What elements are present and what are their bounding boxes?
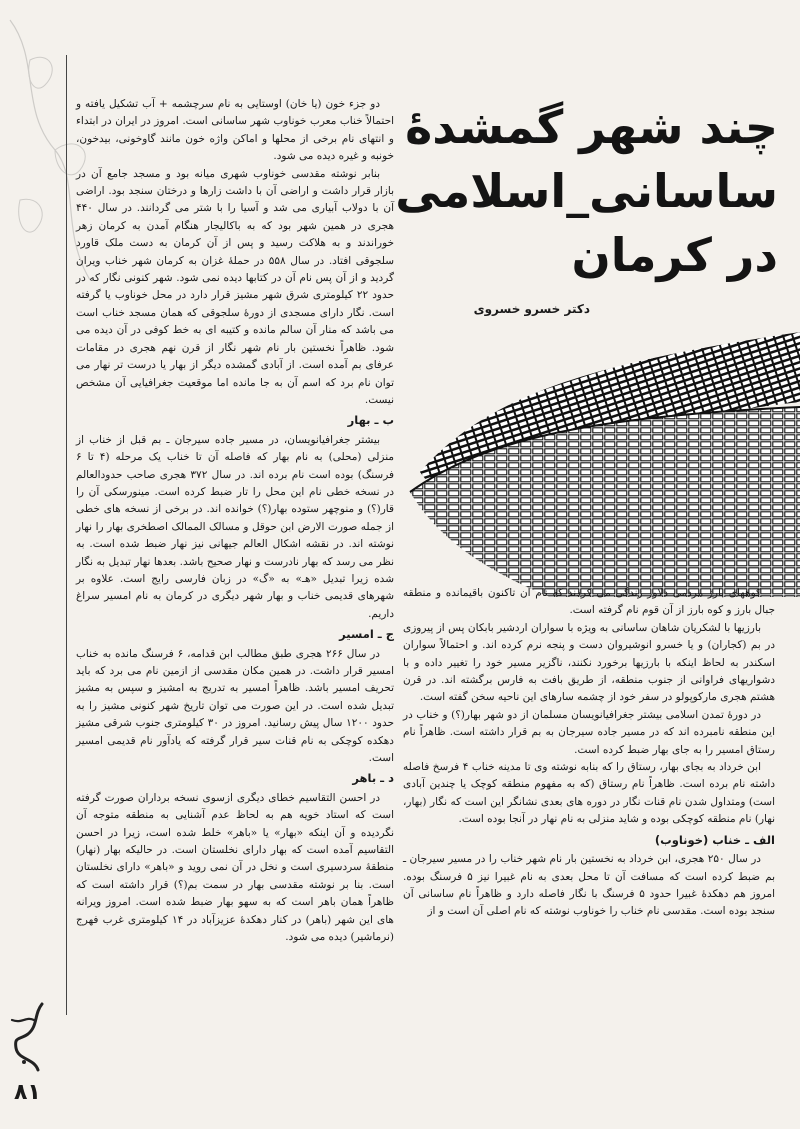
section-heading-amsir: ج ـ امسیر bbox=[339, 627, 394, 642]
title-line-3: در کرمان bbox=[571, 228, 778, 282]
text-column-right bbox=[403, 585, 775, 921]
brick-mosaic-illustration bbox=[400, 322, 800, 597]
section-heading-bahar: ب ـ بهار bbox=[347, 413, 394, 428]
paragraph: در سال ۲۶۶ هجری طبق مطالب ابن قدامه، ۶ فرسنگ مانده به خناب امسیر قرار داشت. در همین مکان مقدسی از ازمین نام می برد که باید تحریف امسیر باشد. ظاهراً امسیر به تدریج به امشیز و سپس به مشیز تبدیل شده است. در این صورت می توان تاریخ شهر کنونی مشیز را به حدود ۱۲۰۰ سال پیش رسانید. امروز در ۳۰ کیلومتری جنوب شرقی مشیز دهکده کوچکی به نام قنات سیر قرار گرفته که یادآور نام قدیمی امسیر است. bbox=[76, 647, 395, 765]
paragraph: ابن خرداد به بجای بهار، رستاق را که بنابه نوشته وی تا مدینه خناب ۴ فرسخ فاصله داشته نام برده است. ظاهراً نام رستاق (که به مفهوم منطقه کوچک یا چندین آبادی است) ومتداول شدن نام قنات نگار در دوره های بعدی نشانگر این است که نگار (بهار، نهار) نام منطقه کوچکی بوده و شاید منزلی به نام نهار در آنجا بوده است. bbox=[403, 761, 775, 826]
page-number: ۸۱ bbox=[14, 1080, 41, 1105]
paragraph: کوههای بارز مردمی دلاور زندگی می کردند که نام آن تاکنون باقیمانده و منطقه جبال بارز و کوه بارز از آن قوم نام گرفته است. bbox=[403, 587, 775, 617]
column-rule bbox=[66, 55, 67, 1015]
paragraph: بارزیها با لشکریان شاهان ساسانی به ویژه با سواران اردشیر بابکان پس از پیروزی در بم (کجاران) و یا خسرو انوشیروان دست و پنجه نرم کرده اند. و احتمالاً سواران اسکندر به لحاظ اینکه با بارزیها برخورد نکنند، ناگزیر مسیر خود را تغییر داده و با دشواریهای فراوانی از جنوب منطقه، از طریق بافت به فارس برگشته اند. در قرن هشتم هجری مارکوپولو در سفر خود از چشمه سارهای این ناحیه سخن گفته است. bbox=[403, 621, 775, 704]
kerman-calligraphy-logo bbox=[4, 1000, 52, 1078]
article-title bbox=[395, 95, 778, 287]
paragraph: بنابر نوشته مقدسی خوناوب شهری میانه بود و مسجد جامع آن در بازار قرار داشت و اراضی آن با داشت زارها و درختان سنجد بود. اراضی آن با دولاب آبیاری می شد و آسیا را با شتر می گردانند. در سال ۴۴۰ هجری در همین شهر بود که به باکالیجار هنگام آمدن به کرمان زهر خوراندند و به هلاکت رسید و پس از آن کرمان به دست ملک قاورد سلجوقی افتاد. در سال ۵۵۸ در حملهٔ غزان به کرمان شهر خناب ویران گردید و از آن پس نام آن در کتابها دیده نمی شود. شهر کنونی نگار که در حدود ۲۲ کیلومتری شرق شهر مشیز قرار دارد در محل خوناوب یا گرفته است. نگار دارای مسجدی از دورهٔ سلجوقی که همان مسجد خناب است می باشد که منار آن سالم مانده و کتیبه ای به خط کوفی در آن دیده می شود. ظاهراً نخستین بار نام شهر نگار از قرن نهم هجری در مقامات عرفای بم آمده است. از آبادی گمشده دیگر از بهار یا درست تر نهار می توان نام برد که اسم آن به جا مانده اما موقعیت جغرافیایی آن مشخص نیست. bbox=[76, 167, 395, 406]
paragraph: در سال ۲۵۰ هجری، ابن خرداد به نخستین بار نام شهر خناب را در مسیر سیرجان ـ بم ضبط کرده است که مسافت آن تا محل بعدی به نام غبیرا نیز ۵ فرسنگ بوده. امروز هم دهکدهٔ غبیرا حدود ۵ فرسنگ با نگار فاصله دارد و ظاهراً نام ساسانی آن سنجد بوده است. مقدسی نام خناب را خوناوب نوشته که نام اصلی آن است و از bbox=[403, 853, 775, 918]
paragraph: در دورهٔ تمدن اسلامی بیشتر جغرافیانویسان مسلمان از دو شهر بهار(؟) و خناب در این منطقه نامبرده اند که در مسیر جاده سیرجان به بم قرار داشته است. ظاهراً نام رستاق امسیر را به جای بهار ضبط کرده است. bbox=[403, 708, 775, 756]
title-line-1: چند شهر گمشدهٔ bbox=[405, 100, 778, 154]
author-byline: دکتر خسرو خسروی bbox=[473, 302, 590, 316]
title-line-2: ساسانی_اسلامی bbox=[395, 164, 778, 218]
section-heading-khanab: الف ـ خناب (خوناوب) bbox=[654, 832, 775, 847]
section-heading-baher: د ـ باهر bbox=[352, 771, 394, 786]
paragraph: در احسن التقاسیم خطای دیگری ازسوی نسخه برداران صورت گرفته است که استاد خویه هم به لحاظ عدم آشنایی به منطقه متوجه آن نگردیده و آن اینکه «بهار» یا «باهر» خلط شده است، زیرا در احسن التقاسیم آمده است که بهار دارای نخلستان است. در حالیکه بهار (نهار) منطقهٔ سردسیری است و نخل در آن نمی روید و «باهر» دارای نخلستان است. بنا بر نوشته مقدسی بهار در سمت بم(؟) قرار داشته است که ظاهراً همان باهر است که به سهو بهار ضبط شده است. امروز ویرانه های این شهر (باهر) در کنار دهکدهٔ عزیزآباد در ۱۴ کیلومتری غرب فهرج (نرماشیر) دیده می شود. bbox=[76, 791, 394, 944]
paragraph: بیشتر جغرافیانویسان، در مسیر جاده سیرجان ـ بم قبل از خناب از منزلی (محلی) به نام بهار که فاصله آن تا خناب یک مرحله (۴ تا ۶ فرسنگ) بوده است نام برده اند. در سال ۳۷۲ هجری صاحب حدودالعالم در نسخه خطی نام این محل را تار ضبط کرده است. مینورسکی آن را قار(؟) و منوچهر ستوده بهار(؟) خوانده اند. در برخی از نسخه های خطی از جمله صورت الارض ابن حوقل و مسالک الممالک اصطخری بهار را نهار نوشته اند. در نقشه اشکال العالم جیهانی نیز نهار ضبط شده است. به نظر می رسد که بهار نادرست و نهار صحیح باشد. بعدها نهار تبدیل به نگار شده زیرا تبدیل «هـ» به «گ» در زبان فارسی رایج است. علاوه بر شهرهای قدیمی خناب و بهار شهر دیگری در کرمان به نام امسیر سراغ داریم. bbox=[76, 433, 395, 620]
text-column-left bbox=[76, 96, 394, 947]
paragraph: دو جزء خون (یا خان) اوستایی به نام سرچشمه + آب تشکیل یافته و احتمالاً خناب معرب خوناوب شهر ساسانی است. امروز در ایران در ابتداء و انتهای نام برخی از محلها و اماکن واژه خون مانند گاوخونی، بیدخون، خونبه و غیره دیده می شود. bbox=[76, 98, 394, 163]
